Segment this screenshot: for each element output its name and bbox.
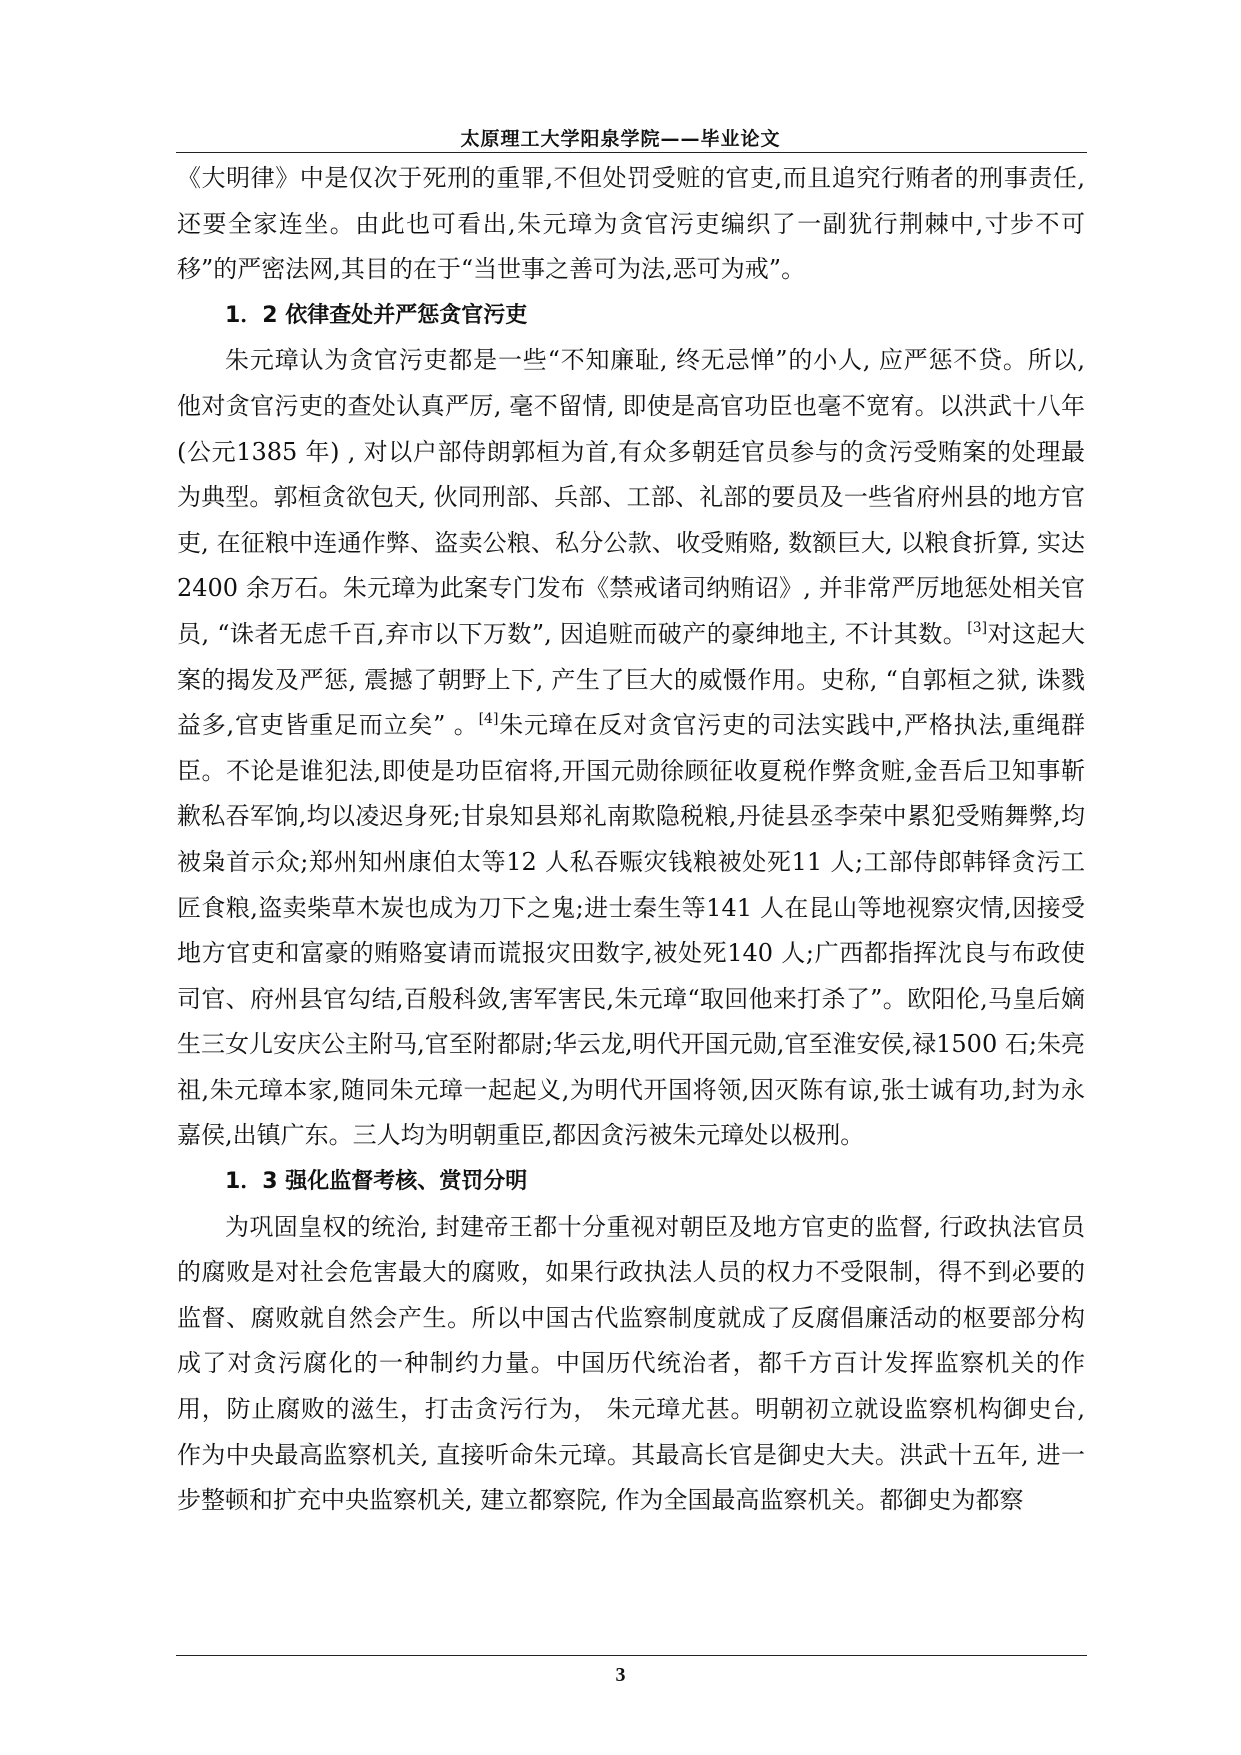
footer-divider — [176, 1655, 1087, 1656]
paragraph-text: 朱元璋在反对贪官污吏的司法实践中,严格执法,重绳群臣。不论是谁犯法,即使是功臣宿将,开国元勋徐顾征收夏税作弊贪赃,金吾后卫知事靳歉私吞军饷,均以凌迟身死;甘泉知县郑礼南欺隐税粮,丹徒县丞李荣中累犯受贿舞弊,均被枭首示众;郑州知州康伯太等12 人私吞赈灾钱粮被处死11 人;工部侍郎韩铎贪污工匠食粮,盗卖柴草木炭也成为刀下之鬼;进士秦生等141 人在昆山等地视察灾情,因接受地方官吏和富豪的贿赂宴请而谎报灾田数字,被处死140 人;广西都指挥沈良与布政使司官、府州县官勾结,百般科敛,害军害民,朱元璋“取回他来打杀了”。欧阳伦,马皇后嫡生三女儿安庆公主附马,官至附都尉;华云龙,明代开国元勋,官至淮安侯,禄1500 石;朱亮祖,朱元璋本家,随同朱元璋一起起义,为明代开国将领,因灭陈有谅,张士诚有功,封为永嘉侯,出镇广东。三人均为明朝重臣,都因贪污被朱元璋处以极刑。 — [177, 711, 1085, 1150]
header-divider — [176, 152, 1087, 153]
paragraph-text: 对这起大案的揭发及严惩, 震撼了朝野上下, 产生了巨大的威慑作用。史称, “自郭桓之狱, 诛戮益多,官吏皆重足而立矣” 。 — [177, 619, 1085, 740]
page-body — [177, 156, 1085, 1524]
section-1-2-paragraph — [177, 338, 1085, 1159]
paragraph-text: 朱元璋认为贪官污吏都是一些“不知廉耻, 终无忌惮”的小人, 应严惩不贷。所以, 他对贪官污吏的查处认真严厉, 毫不留情, 即使是高官功臣也毫不宽宥。以洪武十八年(公元1385 年) , 对以户部侍朗郭桓为首,有众多朝廷官员参与的贪污受贿案的处理最为典型。郭桓贪欲包天, 伙同刑部、兵部、工部、礼部的要员及一些省府州县的地方官吏, 在征粮中连通作弊、盗卖公粮、私分公款、收受贿赂, 数额巨大, 以粮食折算, 实达2400 余万石。朱元璋为此案专门发布《禁戒诸司纳贿诏》, 并非常严厉地惩处相关官员, “诛者无虑千百,弃市以下万数”, 因追赃而破产的豪绅地主, 不计其数。 — [177, 346, 1085, 648]
section-heading-1-2: 1．2 依律查处并严惩贪官污吏 — [225, 302, 528, 328]
continued-paragraph: 《大明律》中是仅次于死刑的重罪,不但处罚受赃的官吏,而且追究行贿者的刑事责任,还要全家连坐。由此也可看出,朱元璋为贪官污吏编织了一副犹行荆棘中,寸步不可移”的严密法网,其目的在于“当世事之善可为法,恶可为戒”。 — [177, 164, 1085, 284]
citation-ref: [4] — [478, 711, 499, 728]
page-number: 3 — [615, 1664, 626, 1686]
citation-ref: [3] — [967, 619, 988, 636]
section-1-3-paragraph: 为巩固皇权的统治, 封建帝王都十分重视对朝臣及地方官吏的监督, 行政执法官员的腐败是对社会危害最大的腐败，如果行政执法人员的权力不受限制，得不到必要的监督、腐败就自然会产生。所以中国古代监察制度就成了反腐倡廉活动的枢要部分构成了对贪污腐化的一种制约力量。中国历代统治者，都千方百计发挥监察机关的作用，防止腐败的滋生，打击贪污行为， 朱元璋尤甚。明朝初立就设监察机构御史台, 作为中央最高监察机关, 直接听命朱元璋。其最高长官是御史大夫。洪武十五年, 进一步整顿和扩充中央监察机关, 建立都察院, 作为全国最高监察机关。都御史为都察 — [177, 1212, 1085, 1515]
section-heading-1-3: 1．3 强化监督考核、赏罚分明 — [225, 1169, 528, 1195]
running-header-title: 太原理工大学阳泉学院——毕业论文 — [460, 128, 781, 150]
